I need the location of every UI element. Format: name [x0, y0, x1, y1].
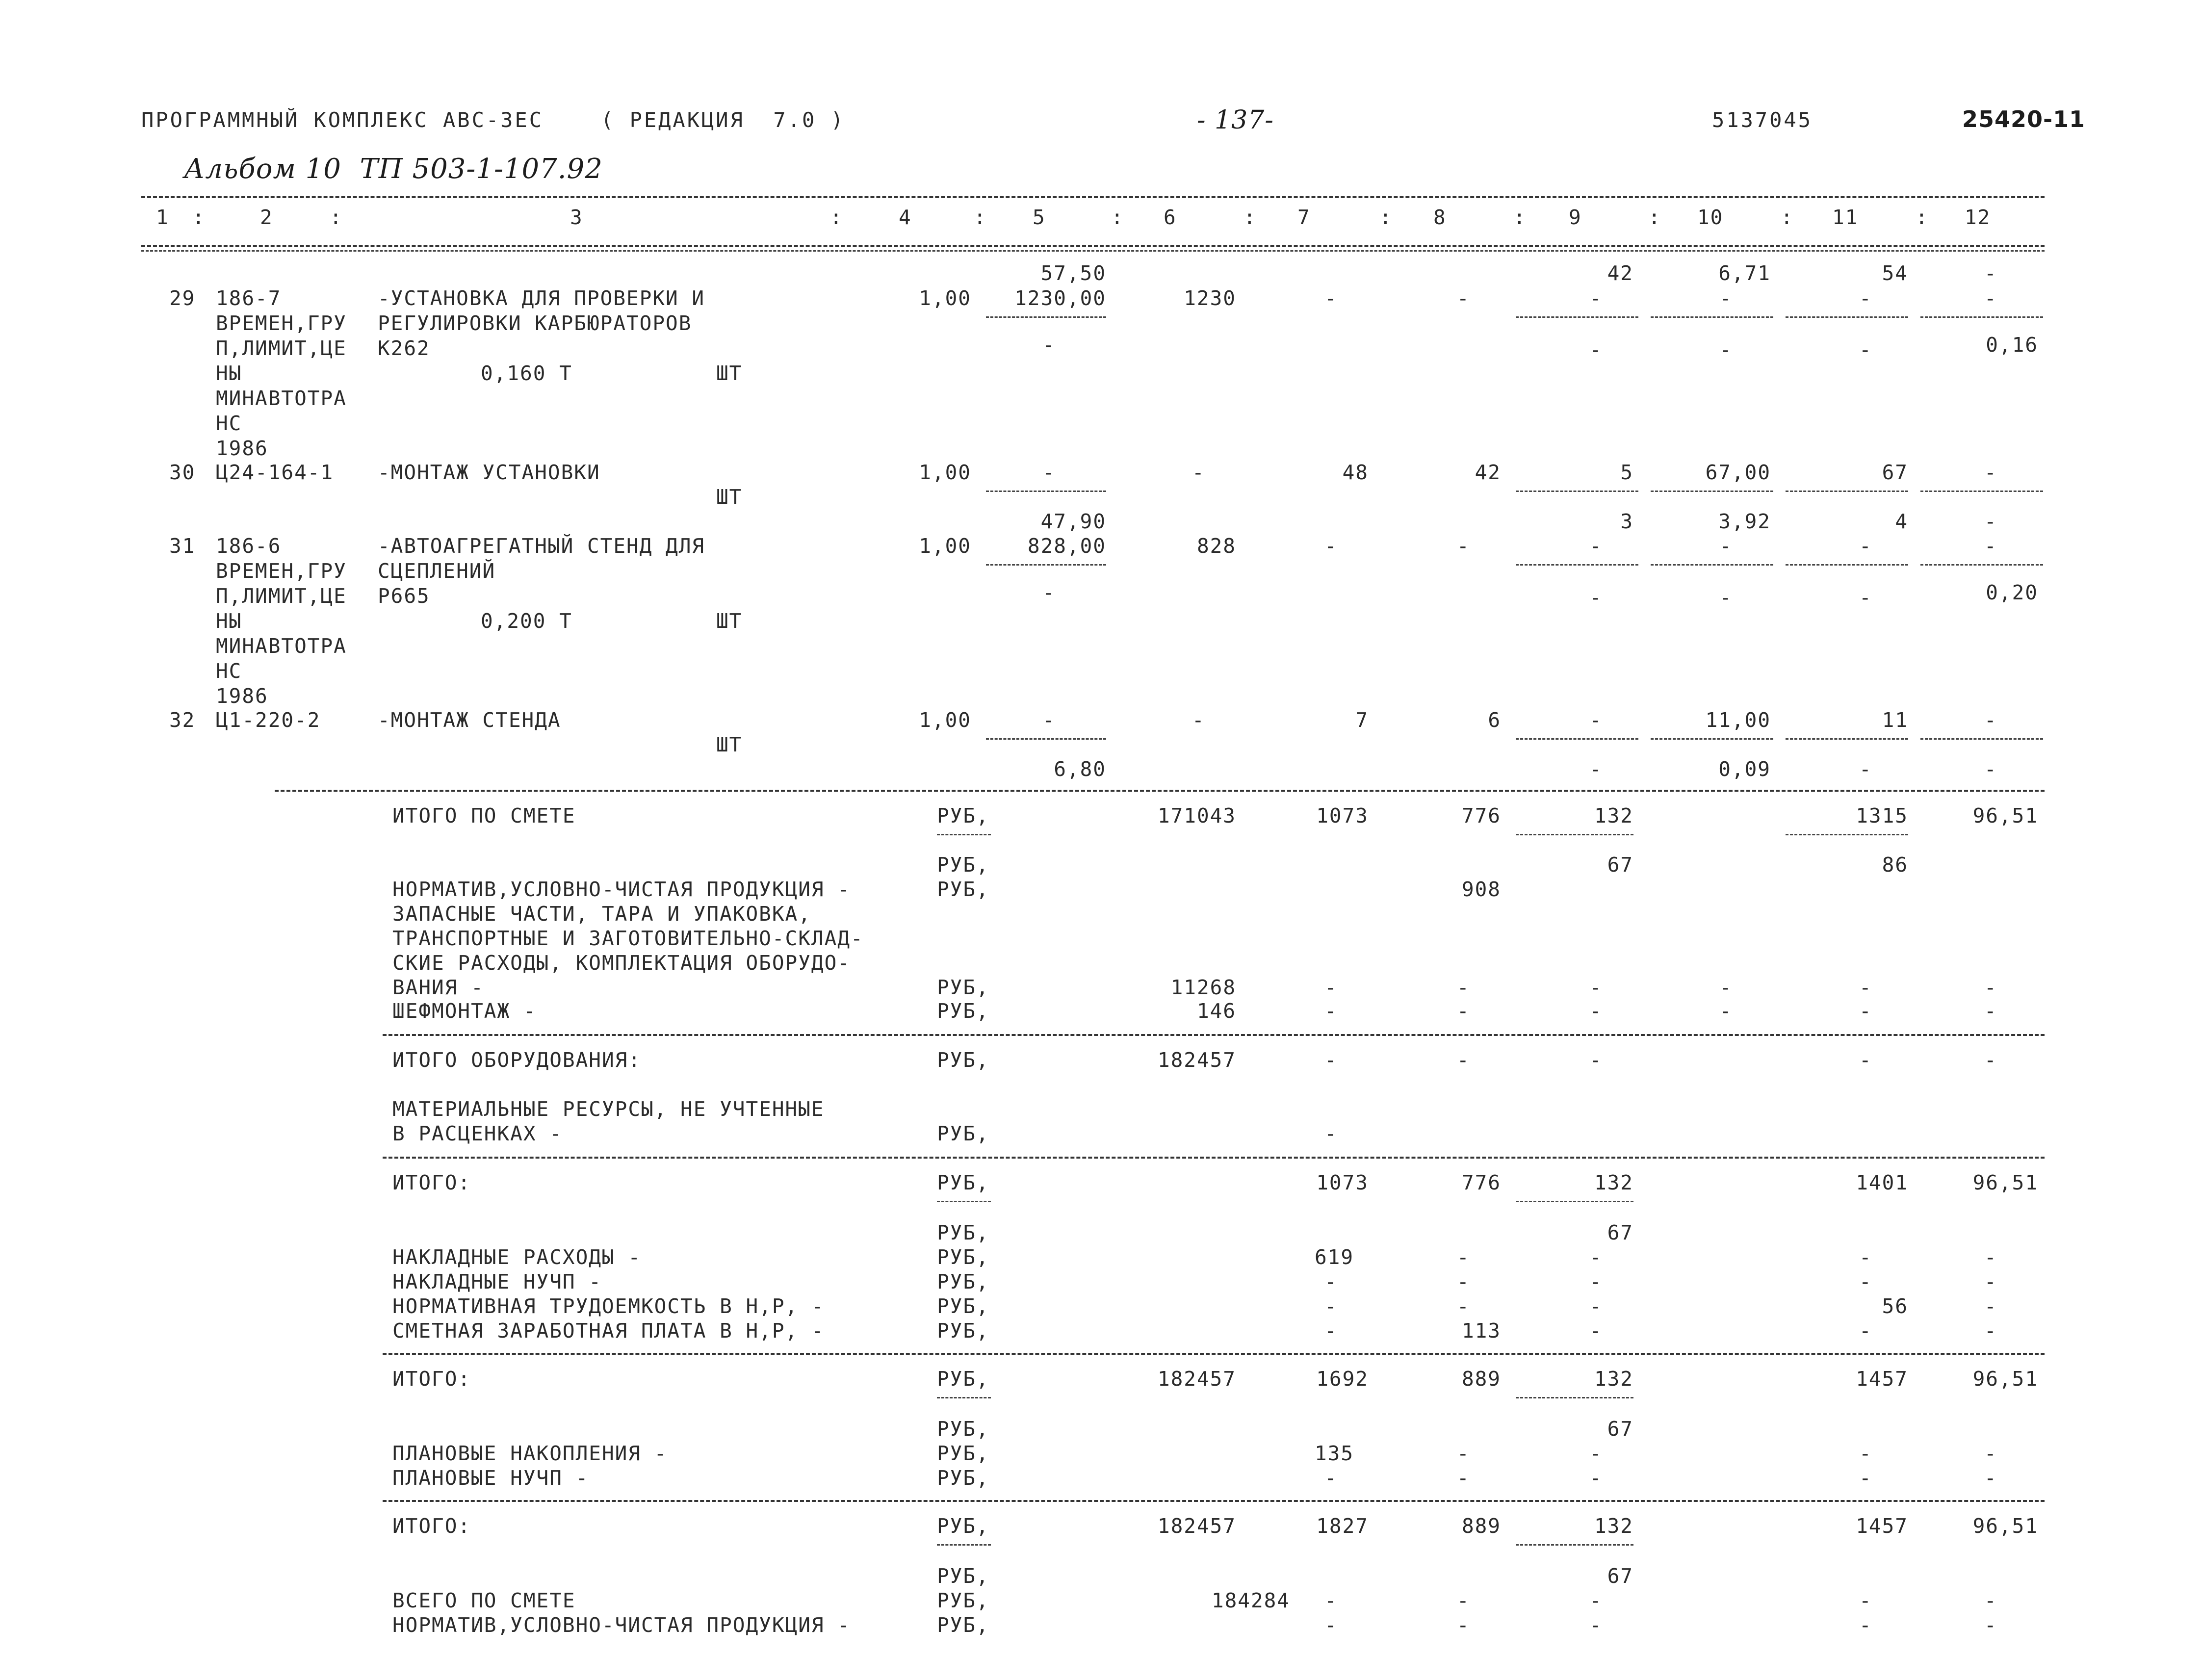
dash: - — [1457, 976, 1470, 999]
total-c8: 889 — [1461, 1514, 1501, 1538]
total-unit: РУБ, — [937, 1245, 989, 1269]
totals-rule — [383, 1157, 2045, 1159]
total-label: ИТОГО: — [392, 1171, 471, 1194]
dash: - — [1984, 1294, 1997, 1318]
total-unit: РУБ, — [937, 1514, 989, 1538]
row-code: ВРЕМЕН,ГРУ — [216, 311, 347, 335]
row-c10: - — [1719, 534, 1733, 558]
dash: - — [1984, 1270, 1997, 1293]
page-number: - 137- — [1197, 105, 1274, 135]
total-unit: РУБ, — [937, 1122, 989, 1145]
dash: - — [1457, 999, 1470, 1023]
total-c9: 132 — [1594, 1514, 1633, 1538]
col-sep: : — [1648, 206, 1661, 229]
row-qty: 1,00 — [919, 534, 971, 558]
row-name: РЕГУЛИРОВКИ КАРБЮРАТОРОВ — [378, 311, 692, 335]
row-c12: - — [1984, 708, 1997, 732]
dash: - — [1859, 1245, 1872, 1269]
col-sep: : — [974, 206, 987, 229]
row-c9: - — [1589, 708, 1603, 732]
total-unit: РУБ, — [937, 804, 989, 827]
total-unit: РУБ, — [937, 1221, 989, 1244]
total-c6: 146 — [1196, 999, 1236, 1023]
total-c11b: 86 — [1882, 853, 1908, 877]
total-unit: РУБ, — [937, 1319, 989, 1343]
totals-rule — [275, 790, 2045, 792]
dash: - — [1859, 1319, 1872, 1343]
col-5-header: 5 — [1033, 206, 1046, 229]
dash: - — [1457, 1442, 1470, 1465]
col-2-header: 2 — [260, 206, 273, 229]
dash: - — [1457, 1048, 1470, 1072]
dash: - — [1984, 1319, 1997, 1343]
dash: - — [1589, 1466, 1603, 1490]
cell-rule — [1651, 491, 1773, 492]
cell-rule — [937, 1397, 991, 1398]
total-c11: 1457 — [1856, 1514, 1908, 1538]
total-c8: 889 — [1461, 1367, 1501, 1391]
cell-rule — [986, 564, 1106, 566]
row-name: К262 — [378, 336, 430, 360]
total-unit: РУБ, — [937, 1048, 989, 1072]
row-c5-top: 57,50 — [1040, 261, 1106, 285]
cell-rule — [1516, 1397, 1633, 1398]
dash: - — [1589, 1270, 1603, 1293]
total-c11: 56 — [1882, 1294, 1908, 1318]
row-c9: 5 — [1620, 461, 1633, 484]
header-rule-bottom-2 — [141, 250, 2045, 252]
cell-rule — [986, 738, 1106, 740]
row-c7: 48 — [1342, 461, 1369, 484]
row-c8: 42 — [1475, 461, 1501, 484]
row-c6: 828 — [1196, 534, 1236, 558]
header-rule-bottom — [141, 245, 2045, 247]
row-c12-bottom: - — [1984, 757, 1997, 781]
col-12-header: 12 — [1965, 206, 1991, 229]
row-c9-bottom: - — [1589, 757, 1603, 781]
doc-code: 5137045 — [1712, 108, 1813, 132]
col-sep: : — [1781, 206, 1794, 229]
cell-rule — [937, 834, 991, 835]
row-c10-bottom: - — [1719, 338, 1733, 362]
cell-rule — [1516, 834, 1633, 835]
row-name: -УСТАНОВКА ДЛЯ ПРОВЕРКИ И — [378, 286, 705, 310]
total-unit: РУБ, — [937, 976, 989, 999]
dash: - — [1324, 1048, 1338, 1072]
total-label: СКИЕ РАСХОДЫ, КОМПЛЕКТАЦИЯ ОБОРУДО- — [392, 951, 851, 975]
totals-rule — [383, 1353, 2045, 1355]
total-c6: 182457 — [1157, 1514, 1236, 1538]
row-c9-bottom: - — [1589, 338, 1603, 362]
total-c7: 619 — [1315, 1245, 1354, 1269]
dash: - — [1984, 1442, 1997, 1465]
dash: - — [1589, 976, 1603, 999]
total-c8: 776 — [1461, 804, 1501, 827]
cell-rule — [1516, 564, 1638, 566]
total-c9: 132 — [1594, 1171, 1633, 1194]
row-unit: ШТ — [716, 362, 743, 385]
row-c11: 11 — [1882, 708, 1908, 732]
total-label: В РАСЦЕНКАХ - — [392, 1122, 563, 1145]
dash: - — [1984, 1048, 1997, 1072]
total-label: ПЛАНОВЫЕ НУЧП - — [392, 1466, 589, 1490]
row-code: НЫ — [216, 609, 242, 633]
total-c6: 11268 — [1170, 976, 1236, 999]
dash: - — [1719, 976, 1733, 999]
row-c9-bottom: - — [1589, 586, 1603, 609]
row-number: 30 — [169, 461, 196, 484]
cell-rule — [1516, 316, 1638, 318]
dash: - — [1589, 1319, 1603, 1343]
album-title: Альбом 10 ТП 503-1-107.92 — [184, 153, 603, 185]
total-unit: РУБ, — [937, 1442, 989, 1465]
row-c5: - — [1042, 461, 1056, 484]
row-c10: 11,00 — [1705, 708, 1771, 732]
total-label: ИТОГО: — [392, 1514, 471, 1538]
dash: - — [1457, 1245, 1470, 1269]
row-code: П,ЛИМИТ,ЦЕ — [216, 584, 347, 608]
total-label: ИТОГО: — [392, 1367, 471, 1391]
row-c10: - — [1719, 286, 1733, 310]
total-unit: РУБ, — [937, 1589, 989, 1612]
row-code: ВРЕМЕН,ГРУ — [216, 559, 347, 583]
total-c11: 1315 — [1856, 804, 1908, 827]
col-4-header: 4 — [899, 206, 912, 229]
total-c6: 182457 — [1157, 1048, 1236, 1072]
total-unit: РУБ, — [937, 878, 989, 901]
row-c12: - — [1984, 461, 1997, 484]
total-c11: 1401 — [1856, 1171, 1908, 1194]
total-c12: 96,51 — [1972, 1367, 2038, 1391]
col-7-header: 7 — [1297, 206, 1311, 229]
row-c9-top: 42 — [1607, 261, 1633, 285]
dash: - — [1859, 1466, 1872, 1490]
total-label: ТРАНСПОРТНЫЕ И ЗАГОТОВИТЕЛЬНО-СКЛАД- — [392, 927, 864, 950]
row-c11: - — [1859, 534, 1872, 558]
total-label: НОРМАТИВ,УСЛОВНО-ЧИСТАЯ ПРОДУКЦИЯ - — [392, 878, 851, 901]
total-label: НАКЛАДНЫЕ РАСХОДЫ - — [392, 1245, 641, 1269]
dash: - — [1324, 976, 1338, 999]
row-code: 1986 — [216, 684, 268, 708]
cell-rule — [1651, 738, 1773, 740]
row-c10-top: 6,71 — [1718, 261, 1771, 285]
row-c5: 1230,00 — [1014, 286, 1106, 310]
cell-rule — [1920, 316, 2043, 318]
row-c9: - — [1589, 286, 1603, 310]
dash: - — [1859, 976, 1872, 999]
dash: - — [1457, 1589, 1470, 1612]
total-c7: 1692 — [1316, 1367, 1369, 1391]
totals-rule — [383, 1034, 2045, 1036]
total-c8: 776 — [1461, 1171, 1501, 1194]
col-6-header: 6 — [1164, 206, 1177, 229]
dash: - — [1859, 1589, 1872, 1612]
total-unit: РУБ, — [937, 1294, 989, 1318]
row-number: 32 — [169, 708, 196, 732]
row-c12-mid: - — [1984, 286, 1997, 310]
dash: - — [1859, 999, 1872, 1023]
cell-rule — [1920, 738, 2043, 740]
col-sep: : — [1379, 206, 1393, 229]
total-unit: РУБ, — [937, 1613, 989, 1637]
dash: - — [1589, 1589, 1603, 1612]
header-rule-top — [141, 196, 2045, 198]
dash: - — [1589, 999, 1603, 1023]
total-label: МАТЕРИАЛЬНЫЕ РЕСУРСЫ, НЕ УЧТЕННЫЕ — [392, 1097, 825, 1121]
dash: - — [1859, 1613, 1872, 1637]
total-c8: 908 — [1461, 878, 1501, 901]
total-label: ВСЕГО ПО СМЕТЕ — [392, 1589, 576, 1612]
row-c10-bottom: - — [1719, 586, 1733, 609]
cell-rule — [1786, 316, 1908, 318]
total-c7: 1073 — [1316, 804, 1369, 827]
row-c8: 6 — [1488, 708, 1501, 732]
row-qty: 1,00 — [919, 286, 971, 310]
total-unit: РУБ, — [937, 1466, 989, 1490]
total-label: ПЛАНОВЫЕ НАКОПЛЕНИЯ - — [392, 1442, 668, 1465]
total-c12: 96,51 — [1972, 1171, 2038, 1194]
cell-rule — [986, 491, 1106, 492]
col-1-header: 1 — [156, 206, 169, 229]
row-weight: 0,160 Т — [481, 362, 572, 385]
total-c12: 96,51 — [1972, 804, 2038, 827]
row-c6: - — [1192, 708, 1205, 732]
col-sep: : — [1513, 206, 1527, 229]
col-10-header: 10 — [1697, 206, 1724, 229]
dash: - — [1589, 1613, 1603, 1637]
total-c6: 184284 — [1211, 1589, 1290, 1612]
dash: - — [1859, 1442, 1872, 1465]
row-number: 31 — [169, 534, 196, 558]
cell-rule — [937, 1201, 991, 1202]
row-c7: - — [1324, 286, 1338, 310]
row-unit: ШТ — [716, 485, 743, 509]
total-c9b: 67 — [1607, 1417, 1633, 1441]
cell-rule — [1651, 316, 1773, 318]
row-code: 186-7 — [216, 286, 282, 310]
cell-rule — [1516, 738, 1638, 740]
total-unit: РУБ, — [937, 1417, 989, 1441]
col-sep: : — [1243, 206, 1257, 229]
total-c7: 1073 — [1316, 1171, 1369, 1194]
total-label: НОРМАТИВНАЯ ТРУДОЕМКОСТЬ В Н,Р, - — [392, 1294, 825, 1318]
row-c10-bottom: 0,09 — [1718, 757, 1771, 781]
cell-rule — [1786, 564, 1908, 566]
dash: - — [1589, 1442, 1603, 1465]
total-unit: РУБ, — [937, 1270, 989, 1293]
col-9-header: 9 — [1569, 206, 1582, 229]
dash: - — [1324, 1122, 1338, 1145]
row-name: -МОНТАЖ УСТАНОВКИ — [378, 461, 600, 484]
cell-rule — [1786, 738, 1908, 740]
row-c11-bottom: - — [1859, 338, 1872, 362]
dash: - — [1859, 1270, 1872, 1293]
dash: - — [1589, 1048, 1603, 1072]
row-unit: ШТ — [716, 609, 743, 633]
total-label: НОРМАТИВ,УСЛОВНО-ЧИСТАЯ ПРОДУКЦИЯ - — [392, 1613, 851, 1637]
total-unit: РУБ, — [937, 999, 989, 1023]
row-c11-top: 54 — [1882, 261, 1908, 285]
total-c9b: 67 — [1607, 1564, 1633, 1588]
row-code: МИНАВТОТРА — [216, 634, 347, 658]
cell-rule — [1920, 491, 2043, 492]
row-c12-mid: - — [1984, 534, 1997, 558]
row-number: 29 — [169, 286, 196, 310]
dash: - — [1984, 976, 1997, 999]
total-unit: РУБ, — [937, 1564, 989, 1588]
dash: - — [1457, 1294, 1470, 1318]
total-c9: 132 — [1594, 804, 1633, 827]
row-code: НС — [216, 412, 242, 435]
row-code: 186-6 — [216, 534, 282, 558]
col-sep: : — [192, 206, 206, 229]
row-code: 1986 — [216, 437, 268, 460]
dash: - — [1324, 1294, 1338, 1318]
row-code: НС — [216, 659, 242, 683]
dash: - — [1324, 1270, 1338, 1293]
total-label: ИТОГО ОБОРУДОВАНИЯ: — [392, 1048, 641, 1072]
program-name: ПРОГРАММНЫЙ КОМПЛЕКС АВС-ЗЕС — [141, 108, 544, 132]
row-name: -МОНТАЖ СТЕНДА — [378, 708, 561, 732]
dash: - — [1324, 1589, 1338, 1612]
cell-rule — [1516, 1544, 1633, 1546]
total-c7: 1827 — [1316, 1514, 1369, 1538]
col-sep: : — [830, 206, 843, 229]
row-name: -АВТОАГРЕГАТНЫЙ СТЕНД ДЛЯ — [378, 534, 705, 558]
total-label: ЗАПАСНЫЕ ЧАСТИ, ТАРА И УПАКОВКА, — [392, 902, 811, 926]
row-c11-bottom: - — [1859, 586, 1872, 609]
total-unit: РУБ, — [937, 1367, 989, 1391]
row-c5-bottom: 6,80 — [1054, 757, 1106, 781]
row-c5-bottom: - — [1042, 581, 1056, 604]
dash: - — [1324, 999, 1338, 1023]
row-c6: - — [1192, 461, 1205, 484]
row-c12-bottom: 0,16 — [1986, 333, 2038, 357]
cell-rule — [1516, 1201, 1633, 1202]
total-label: ШЕФМОНТАЖ - — [392, 999, 537, 1023]
row-unit: ШТ — [716, 733, 743, 756]
dash: - — [1457, 1613, 1470, 1637]
total-c8: 113 — [1461, 1319, 1501, 1343]
row-code: МИНАВТОТРА — [216, 387, 347, 410]
dash: - — [1984, 1245, 1997, 1269]
row-c7: 7 — [1355, 708, 1369, 732]
dash: - — [1984, 1589, 1997, 1612]
total-c9: 132 — [1594, 1367, 1633, 1391]
total-c9b: 67 — [1607, 853, 1633, 877]
cell-rule — [1920, 564, 2043, 566]
dash: - — [1859, 1048, 1872, 1072]
dash: - — [1719, 999, 1733, 1023]
col-8-header: 8 — [1433, 206, 1447, 229]
row-c5: 828,00 — [1027, 534, 1106, 558]
dash: - — [1324, 1613, 1338, 1637]
totals-rule — [383, 1500, 2045, 1502]
col-sep: : — [1111, 206, 1124, 229]
row-c9-top: 3 — [1620, 510, 1633, 533]
row-c10: 67,00 — [1705, 461, 1771, 484]
row-c10-top: 3,92 — [1718, 510, 1771, 533]
row-name: СЦЕПЛЕНИЙ — [378, 559, 496, 583]
doc-number: 25420-11 — [1962, 106, 2086, 132]
row-c12: - — [1984, 510, 1997, 533]
total-c11: 1457 — [1856, 1367, 1908, 1391]
total-c9b: 67 — [1607, 1221, 1633, 1244]
cell-rule — [937, 1544, 991, 1546]
row-c8: - — [1457, 286, 1470, 310]
dash: - — [1324, 1466, 1338, 1490]
row-c7: - — [1324, 534, 1338, 558]
edition: ( РЕДАКЦИЯ 7.0 ) — [601, 108, 845, 132]
cell-rule — [1786, 491, 1908, 492]
dash: - — [1984, 999, 1997, 1023]
row-code: НЫ — [216, 362, 242, 385]
row-code: П,ЛИМИТ,ЦЕ — [216, 336, 347, 360]
dash: - — [1984, 1466, 1997, 1490]
total-label: ИТОГО ПО СМЕТЕ — [392, 804, 576, 827]
cell-rule — [1516, 491, 1638, 492]
total-label: ВАНИЯ - — [392, 976, 484, 999]
dash: - — [1984, 1613, 1997, 1637]
cell-rule — [986, 316, 1106, 318]
col-11-header: 11 — [1832, 206, 1859, 229]
col-3-header: 3 — [570, 206, 583, 229]
row-c5: - — [1042, 708, 1056, 732]
total-label: СМЕТНАЯ ЗАРАБОТНАЯ ПЛАТА В Н,Р, - — [392, 1319, 825, 1343]
total-label: НАКЛАДНЫЕ НУЧП - — [392, 1270, 602, 1293]
dash: - — [1589, 1294, 1603, 1318]
row-c6: 1230 — [1184, 286, 1236, 310]
row-c5-bottom: - — [1042, 333, 1056, 357]
total-c7: 135 — [1315, 1442, 1354, 1465]
total-unit: РУБ, — [937, 1171, 989, 1194]
row-name: Р665 — [378, 584, 430, 608]
total-c12: 96,51 — [1972, 1514, 2038, 1538]
row-qty: 1,00 — [919, 708, 971, 732]
dash: - — [1589, 1245, 1603, 1269]
row-qty: 1,00 — [919, 461, 971, 484]
row-c11-top: 4 — [1895, 510, 1908, 533]
row-c12-bottom: 0,20 — [1986, 581, 2038, 604]
row-c5-top: 47,90 — [1040, 510, 1106, 533]
cell-rule — [1651, 564, 1773, 566]
row-code: Ц1-220-2 — [216, 708, 321, 732]
row-c11: 67 — [1882, 461, 1908, 484]
dash: - — [1457, 1466, 1470, 1490]
total-c6: 171043 — [1157, 804, 1236, 827]
total-c6: 182457 — [1157, 1367, 1236, 1391]
dash: - — [1457, 1270, 1470, 1293]
row-weight: 0,200 Т — [481, 609, 572, 633]
row-c12: - — [1984, 261, 1997, 285]
row-c11-bottom: - — [1859, 757, 1872, 781]
row-code: Ц24-164-1 — [216, 461, 334, 484]
row-c9: - — [1589, 534, 1603, 558]
dash: - — [1324, 1319, 1338, 1343]
row-c11: - — [1859, 286, 1872, 310]
row-c8: - — [1457, 534, 1470, 558]
total-unit: РУБ, — [937, 853, 989, 877]
col-sep: : — [1916, 206, 1929, 229]
col-sep: : — [330, 206, 343, 229]
cell-rule — [1786, 834, 1908, 835]
